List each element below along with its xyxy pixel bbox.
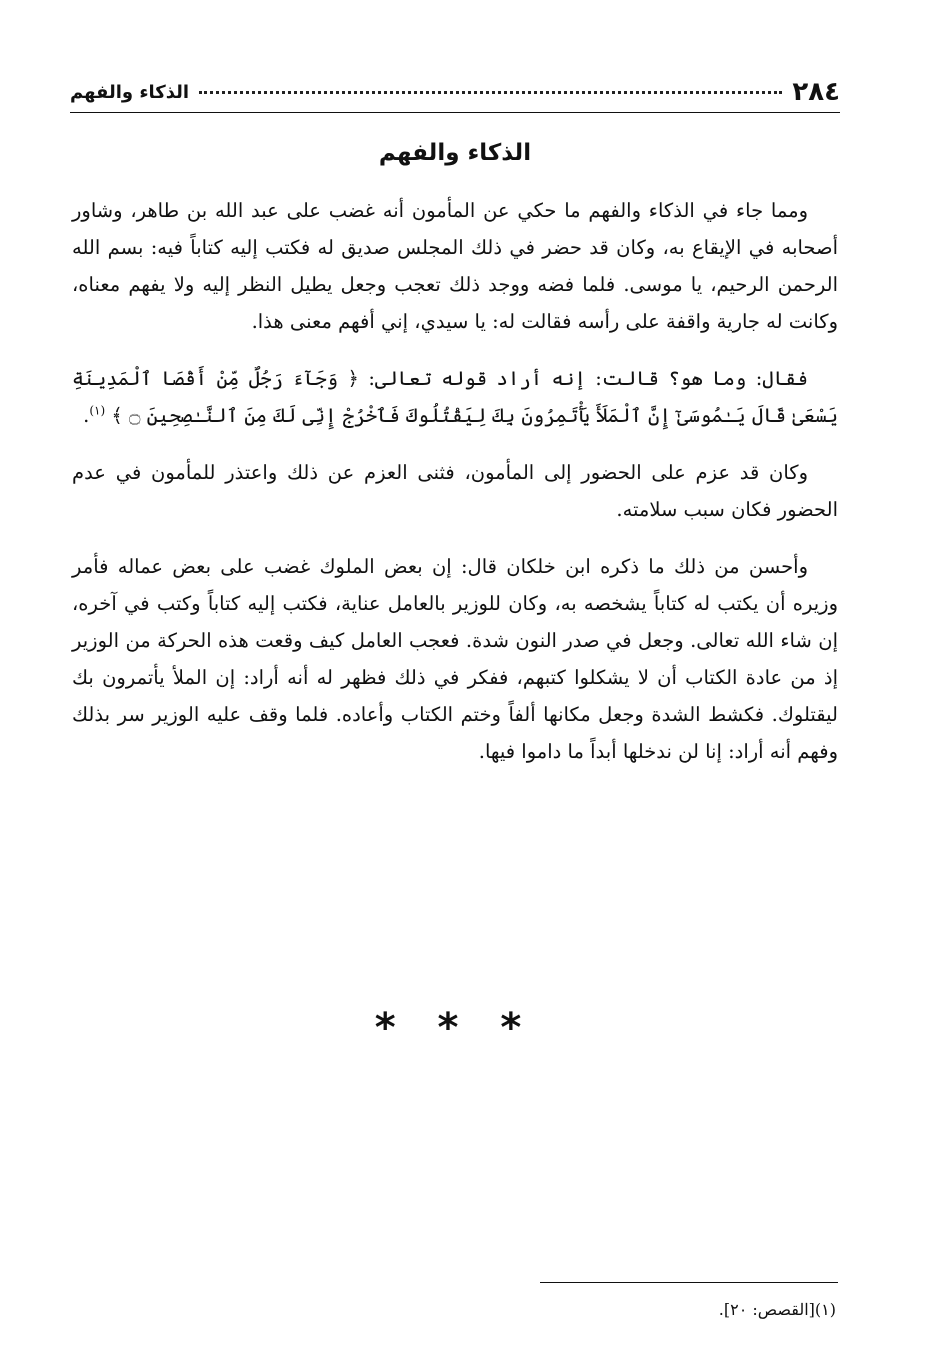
- paragraph-3: وكان قد عزم على الحضور إلى المأمون، فثنى العزم عن ذلك واعتذر للمأمون في عدم الحضور فكان سبب سلامته.: [72, 461, 838, 521]
- header-dot-leader: [199, 91, 782, 94]
- paragraph-4: وأحسن من ذلك ما ذكره ابن خلكان قال: إن بعض الملوك غضب على بعض عماله فأمر وزيره أن يكتب له كتاباً يشخصه به، وكان للوزير بالعامل عناية، فكتب إليه كتاباً وكتب في آخره، إن شاء الله تعالى. وجعل في صدر النون شدة. فعجب العامل كيف وقعت هذه الحركة من الوزير إذ من عادة الكتاب أن لا يشكلوا كتبهم، ففكر في ذلك فظهر له أنه أراد: إن الملأ يأتمرون بك ليقتلوك. فكشط الشدة وجعل مكانها ألفاً وختم الكتاب وأعاده. فلما وقف عليه الوزير سر بذلك وفهم أنه أراد: إنا لن ندخلها أبداً ما داموا فيها.: [72, 555, 838, 763]
- footnote: (١)[القصص: ٢٠].: [718, 1300, 836, 1319]
- running-header-title: الذكاء والفهم: [70, 81, 190, 103]
- paragraph-2: [72, 360, 838, 434]
- chapter-title: الذكاء والفهم: [378, 140, 532, 166]
- body-text: [72, 192, 838, 790]
- paragraph-2-intro: فقال: وما هو؟ قالت: إنه أراد قوله تعالى:: [358, 367, 808, 390]
- quran-verse: ﴿ وَجَآءَ رَجُلٌ مِّنْ أَقْصَا ٱلْمَدِينَةِ يَسْعَىٰ قَالَ يَـٰمُوسَىٰٓ إِنَّ ٱلْمَلَأَ يَأْتَمِرُونَ بِكَ لِيَقْتُلُوكَ فَٱخْرُجْ إِنِّى لَكَ مِنَ ٱلنَّـٰصِحِينَ ۝ ﴾: [72, 367, 838, 427]
- header-divider: [70, 112, 840, 113]
- page-number: ٢٨٤: [792, 77, 840, 107]
- footnote-divider: [540, 1282, 838, 1283]
- paragraph-2-end: .: [83, 404, 90, 427]
- footnote-reference: (١): [89, 403, 106, 418]
- section-separator: * * *: [374, 1005, 536, 1051]
- paragraph-1: ومما جاء في الذكاء والفهم ما حكي عن المأمون أنه غضب على عبد الله بن طاهر، وشاور أصحابه في الإيقاع به، وكان قد حضر في ذلك المجلس صديق له فكتب إليه كتاباً فيه: بسم الله الرحمن الرحيم، يا موسى. فلما فضه ووجد ذلك تعجب وجعل يطيل النظر إليه ولا يفهم معناه، وكانت له جارية واقفة على رأسه فقالت له: يا سيدي، إني أفهم معنى هذا.: [72, 199, 838, 333]
- running-header: [70, 72, 840, 112]
